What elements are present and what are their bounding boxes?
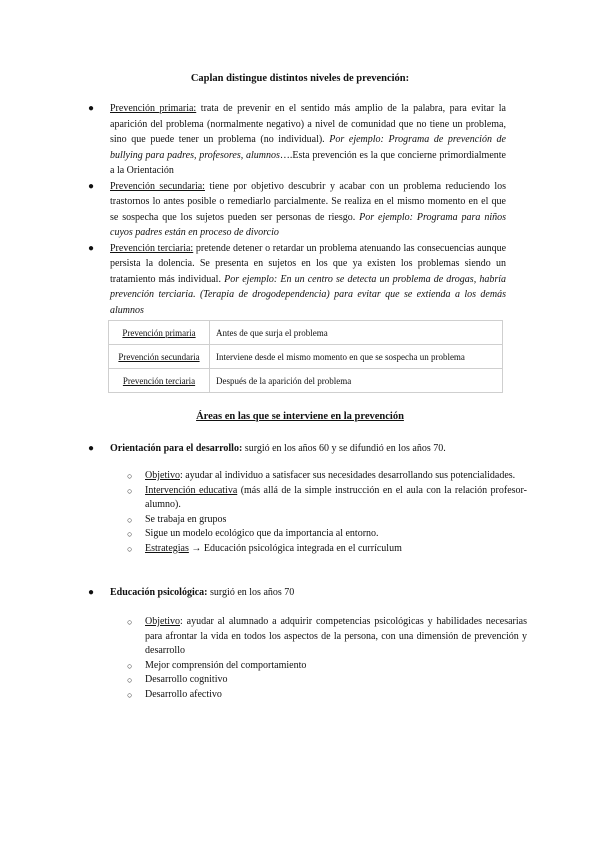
psych-item: Mejor comprensión del comportamiento (145, 659, 307, 671)
psych-sublist (127, 615, 527, 702)
circle-bullet-icon: ○ (127, 689, 133, 700)
objective-label: Objetivo (145, 616, 180, 627)
bullet-icon: ● (88, 180, 95, 192)
model-text: Sigue un modelo ecológico que da importancia al entorno. (145, 528, 379, 539)
level-text: tiene por objetivo descubrir y acabar con un problema reduciendo los trastornos lo antes posible o remediarlo parcialmente. Se realiza en el mismo momento en el que se sospecha que los sujetos pueden ser personas de riesgo. (110, 180, 506, 223)
groups-text: Se trabaja en grupos (145, 513, 227, 525)
table-row (109, 369, 503, 393)
list-item (127, 688, 527, 703)
list-item (127, 673, 527, 688)
intervention-label: Intervención educativa (145, 484, 238, 496)
circle-bullet-icon: ○ (127, 675, 133, 685)
section-heading: Educación psicológica: (110, 587, 208, 598)
level-text: pretende detener o retardar un problema atenuando las consecuencias aunque persista la dolencia. Se presenta en sujetos en los que ya existen los problemas siendo un tratamiento más individual. (110, 242, 507, 285)
objective-text: : ayudar al alumnado a adquirir competencias psicológicas y habilidades necesarias para afrontar la vida en todos los aspectos de la persona, con una dimensión de prevención y desarrollo (145, 616, 527, 656)
bullet-icon: ● (88, 443, 95, 454)
circle-bullet-icon: ○ (127, 471, 133, 481)
level-example: Por ejemplo: En un centro se detecta un problema de drogas, habría prevención terciaria. (Terapia de drogodependencia) para evitar que se extienda a los demás alumnos (110, 273, 506, 316)
level-label: Prevención terciaria: (110, 242, 194, 254)
list-item (127, 513, 527, 528)
strategies-text: → Educación psicológica integrada en el currículum (188, 542, 402, 554)
circle-bullet-icon: ○ (127, 529, 133, 539)
list-item (127, 527, 527, 542)
psych-item: Desarrollo cognitivo (145, 674, 228, 685)
table-cell-description: Antes de que surja el problema (210, 321, 503, 345)
objective-label: Objetivo (145, 470, 180, 481)
section-intro: surgió en los años 60 y se difundió en los años 70. (242, 443, 446, 454)
circle-bullet-icon: ○ (127, 485, 133, 496)
bullet-icon: ● (88, 242, 95, 254)
list-item (127, 615, 527, 659)
table-cell-level: Prevención secundaria (109, 345, 210, 369)
bullet-icon: ● (88, 103, 95, 114)
list-item (127, 484, 527, 513)
prevention-levels-table (108, 320, 503, 393)
table-cell-description: Después de la aparición del problema (210, 369, 503, 393)
circle-bullet-icon: ○ (127, 543, 133, 554)
table-row (109, 321, 503, 345)
objective-text: : ayudar al individuo a satisfacer sus necesidades desarrollando sus potencialidades. (180, 470, 516, 481)
section-intro: surgió en los años 70 (207, 587, 295, 598)
level-label: Prevención secundaria: (110, 180, 205, 192)
table-cell-level: Prevención primaria (109, 321, 210, 345)
section-heading: Orientación para el desarrollo: (110, 443, 243, 454)
list-item (86, 101, 506, 179)
level-label: Prevención primaria: (110, 103, 197, 114)
psych-section (86, 585, 506, 600)
level-text: trata de prevenir en el sentido más amplio de la palabra, para evitar la aparición del problema (normalmente negativo) a nivel de comunidad que no tiene un problema, sino que puede tener un problema (no individual). (110, 103, 506, 145)
list-item (127, 542, 527, 557)
page-title: Caplan distingue distintos niveles de prevención: (190, 73, 410, 84)
level-example: Por ejemplo: Programa para niños cuyos padres están en proceso de divorcio (110, 211, 506, 238)
table-cell-description: Interviene desde el mismo momento en que se sospecha un problema (210, 345, 503, 369)
prevention-levels-list (86, 101, 506, 318)
orientation-section (86, 441, 506, 456)
circle-bullet-icon: ○ (127, 514, 133, 525)
circle-bullet-icon: ○ (127, 617, 133, 627)
list-item (127, 469, 527, 484)
list-item (86, 179, 506, 241)
level-example: Por ejemplo: Programa de prevención de bullying para padres, profesores, alumnos (110, 134, 506, 161)
intervention-text: (más allá de la simple instrucción en el aula con la relación profesor-alumno). (145, 484, 527, 510)
orientation-sublist (127, 469, 527, 556)
strategies-label: Estrategias (145, 542, 189, 554)
circle-bullet-icon: ○ (127, 660, 133, 671)
table-cell-level: Prevención terciaria (109, 369, 210, 393)
list-item (86, 241, 506, 319)
section-title: Áreas en las que se interviene en la prevención (196, 411, 404, 422)
psych-item: Desarrollo afectivo (145, 688, 222, 700)
bullet-icon: ● (88, 587, 95, 598)
table-row (109, 345, 503, 369)
list-item (127, 659, 527, 674)
level-tail: ….Esta prevención es la que concierne primordialmente a la Orientación (110, 149, 506, 176)
